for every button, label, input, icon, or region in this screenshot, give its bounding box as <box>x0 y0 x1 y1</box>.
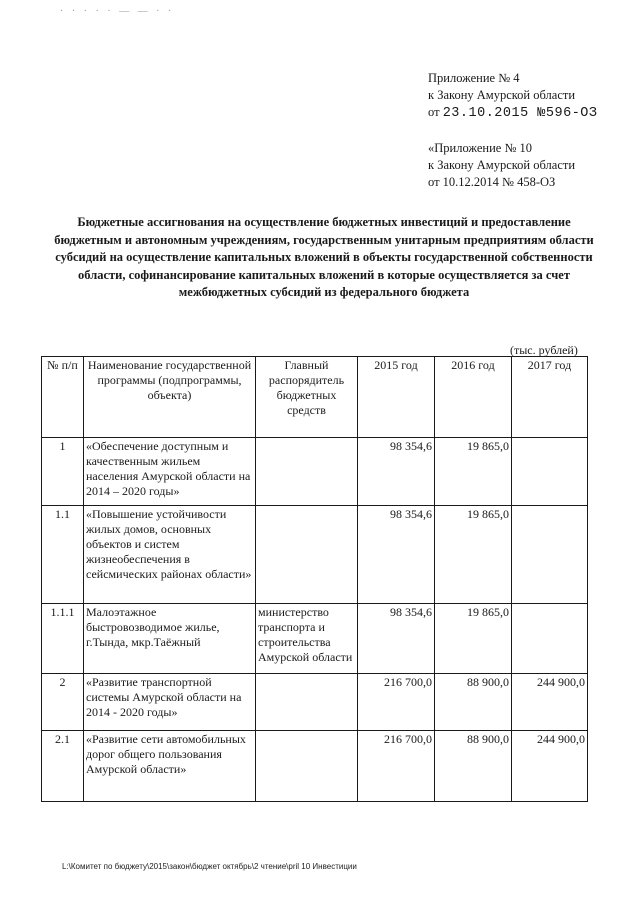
table-row <box>42 731 588 802</box>
appendix-title: Приложение № 4 <box>428 71 520 85</box>
file-path-footer: L:\Комитет по бюджету\2015\закон\бюджет октябрь\2 чтение\pril 10 Инвестиции <box>62 862 357 871</box>
row-2016: 88 900,0 <box>435 674 512 731</box>
row-2015: 216 700,0 <box>358 731 435 802</box>
header-manager: Главный распорядитель бюджетных средств <box>256 357 358 438</box>
row-2016: 19 865,0 <box>435 604 512 674</box>
row-manager <box>256 438 358 506</box>
row-name: «Повышение устойчивости жилых домов, основных объектов и систем жизнеобеспечения в сейсмических районах области» <box>84 506 256 604</box>
row-num: 1.1.1 <box>42 604 84 674</box>
document-title: Бюджетные ассигнования на осуществление бюджетных инвестиций и предоставление бюджетным и автономным учреждениям, государственным унитарным предприятиям области субсидий на осуществление капитальных вложений в объекты государственной собственности области, софинансирование капитальных вложений в которые осуществляется за счет межбюджетных субсидий из федерального бюджета <box>54 215 594 299</box>
row-manager: министерство транспорта и строительства Амурской области <box>256 604 358 674</box>
row-2015: 216 700,0 <box>358 674 435 731</box>
appendix-block <box>428 70 598 122</box>
appendix-date-stamp: 23.10.2015 №596-ОЗ <box>442 106 598 121</box>
table-row <box>42 438 588 506</box>
row-2015: 98 354,6 <box>358 604 435 674</box>
row-2017: 244 900,0 <box>512 674 588 731</box>
header-name: Наименование государственной программы (подпрограммы, объекта) <box>84 357 256 438</box>
row-num: 1 <box>42 438 84 506</box>
appendix-reference-date: от 10.12.2014 № 458-ОЗ <box>428 175 556 189</box>
appendix-date <box>428 104 598 122</box>
row-manager <box>256 731 358 802</box>
row-2017 <box>512 506 588 604</box>
row-2015: 98 354,6 <box>358 506 435 604</box>
table-row <box>42 604 588 674</box>
row-name: «Обеспечение доступным и качественным жильем населения Амурской области на 2014 – 2020 годы» <box>84 438 256 506</box>
units-label: (тыс. рублей) <box>510 343 578 357</box>
scan-marks: · · · · · — — · · <box>60 6 175 17</box>
row-2016: 19 865,0 <box>435 438 512 506</box>
appendix-date-prefix: от <box>428 105 440 119</box>
table-row <box>42 506 588 604</box>
row-2015: 98 354,6 <box>358 438 435 506</box>
table-header-row <box>42 357 588 438</box>
appendix-law: к Закону Амурской области <box>428 88 576 102</box>
row-manager <box>256 506 358 604</box>
row-2017: 244 900,0 <box>512 731 588 802</box>
header-num: № п/п <box>42 357 84 438</box>
header-2015: 2015 год <box>358 357 435 438</box>
row-num: 2.1 <box>42 731 84 802</box>
appendix-reference-title: «Приложение № 10 <box>428 141 533 155</box>
row-num: 2 <box>42 674 84 731</box>
row-name: «Развитие транспортной системы Амурской области на 2014 - 2020 годы» <box>84 674 256 731</box>
row-2017 <box>512 438 588 506</box>
row-manager <box>256 674 358 731</box>
header-2016: 2016 год <box>435 357 512 438</box>
row-name: Малоэтажное быстровозводимое жилье, г.Тында, мкр.Таёжный <box>84 604 256 674</box>
row-name: «Развитие сети автомобильных дорог общего пользования Амурской области» <box>84 731 256 802</box>
budget-table <box>41 356 588 802</box>
row-2016: 88 900,0 <box>435 731 512 802</box>
row-2017 <box>512 604 588 674</box>
row-num: 1.1 <box>42 506 84 604</box>
table-row <box>42 674 588 731</box>
header-2017: 2017 год <box>512 357 588 438</box>
appendix-reference-law: к Закону Амурской области <box>428 158 576 172</box>
appendix-reference-block <box>428 140 575 191</box>
row-2016: 19 865,0 <box>435 506 512 604</box>
